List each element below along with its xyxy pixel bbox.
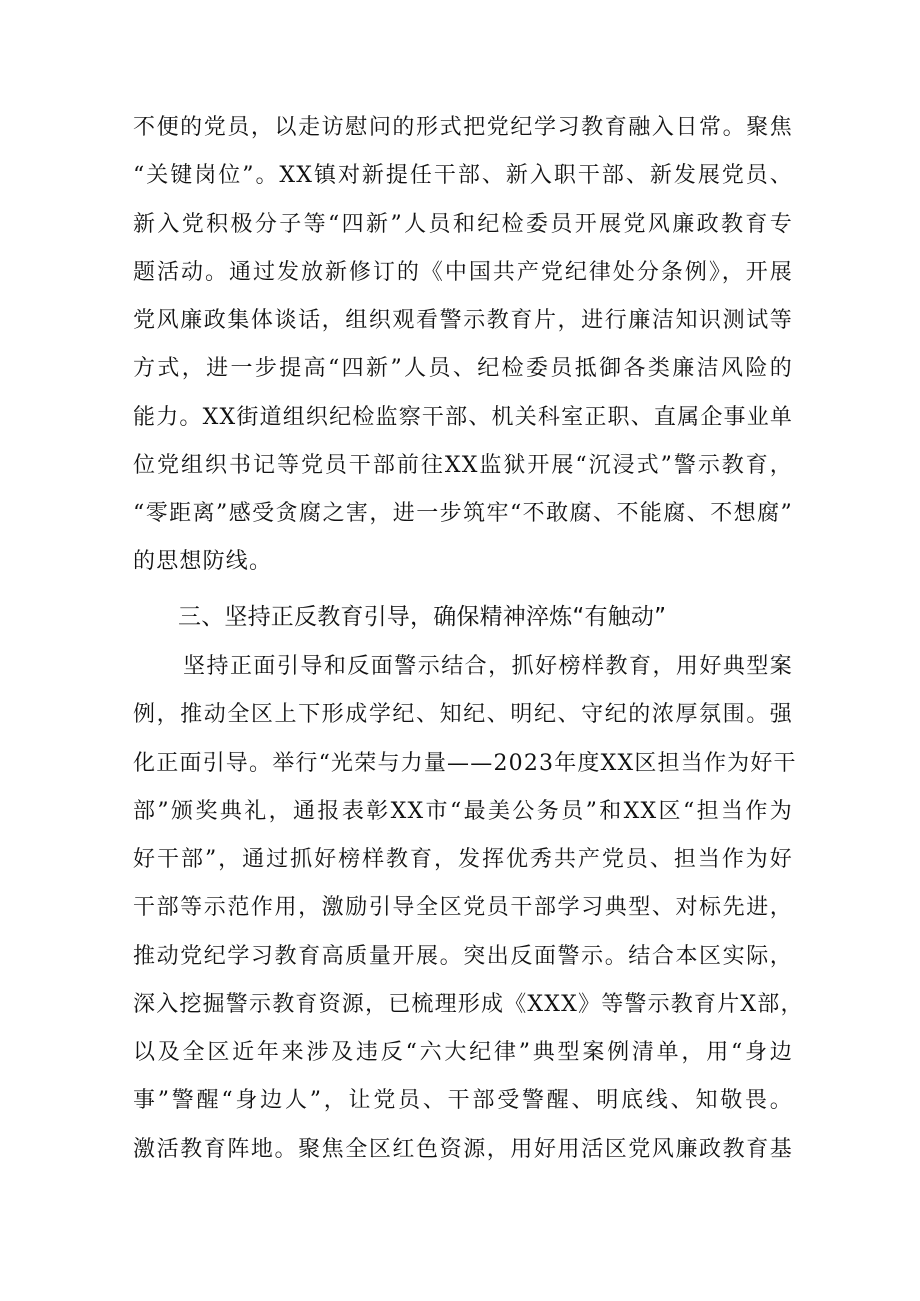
paragraph-line: 不便的党员，以走访慰问的形式把党纪学习教育融入日常。聚焦 bbox=[133, 115, 793, 140]
paragraph-line: 例，推动全区上下形成学纪、知纪、明纪、守纪的浓厚氛围。强 bbox=[133, 702, 793, 727]
paragraph-line: 事”警醒“身边人”，让党员、干部受警醒、明底线、知敬畏。 bbox=[133, 1088, 793, 1113]
paragraph-line: 激活教育阵地。聚焦全区红色资源，用好用活区党风廉政教育基 bbox=[133, 1137, 793, 1162]
paragraph-line: 能力。XX街道组织纪检监察干部、机关科室正职、直属企事业单 bbox=[133, 405, 794, 430]
paragraph-line: 部”颁奖典礼，通报表彰XX市“最美公务员”和XX区“担当作为 bbox=[133, 799, 793, 824]
paragraph-line: 坚持正面引导和反面警示结合，抓好榜样教育，用好典型案 bbox=[183, 654, 793, 679]
paragraph-line: 推动党纪学习教育高质量开展。突出反面警示。结合本区实际， bbox=[133, 944, 793, 969]
paragraph-line: 好干部”，通过抓好榜样教育，发挥优秀共产党员、担当作为好 bbox=[133, 847, 793, 872]
paragraph-line: 干部等示范作用，激励引导全区党员干部学习典型、对标先进， bbox=[133, 895, 793, 920]
section-heading: 三、坚持正反教育引导，确保精神淬炼“有触动” bbox=[178, 604, 667, 630]
paragraph-line: 方式，进一步提高“四新”人员、纪检委员抵御各类廉洁风险的 bbox=[133, 356, 793, 381]
paragraph-line: “关键岗位”。XX镇对新提任干部、新入职干部、新发展党员、 bbox=[133, 163, 793, 188]
paragraph-line: 新入党积极分子等“四新”人员和纪检委员开展党风廉政教育专 bbox=[133, 212, 793, 237]
paragraph-line: 化正面引导。举行“光荣与力量——2023年度XX区担当作为好干 bbox=[133, 751, 797, 776]
paragraph-line: 位党组织书记等党员干部前往XX监狱开展“沉浸式”警示教育， bbox=[133, 453, 793, 478]
paragraph-line: 题活动。通过发放新修订的《中国共产党纪律处分条例》，开展 bbox=[133, 260, 793, 285]
paragraph-line: 党风廉政集体谈话，组织观看警示教育片，进行廉洁知识测试等 bbox=[133, 308, 793, 333]
paragraph-line: “零距离”感受贪腐之害，进一步筑牢“不敢腐、不能腐、不想腐” bbox=[133, 501, 793, 526]
paragraph-line: 深入挖掘警示教育资源，已梳理形成《XXX》等警示教育片X部， bbox=[133, 992, 804, 1017]
paragraph-line: 以及全区近年来涉及违反“六大纪律”典型案例清单，用“身边 bbox=[133, 1040, 793, 1065]
paragraph-line: 的思想防线。 bbox=[133, 549, 273, 574]
